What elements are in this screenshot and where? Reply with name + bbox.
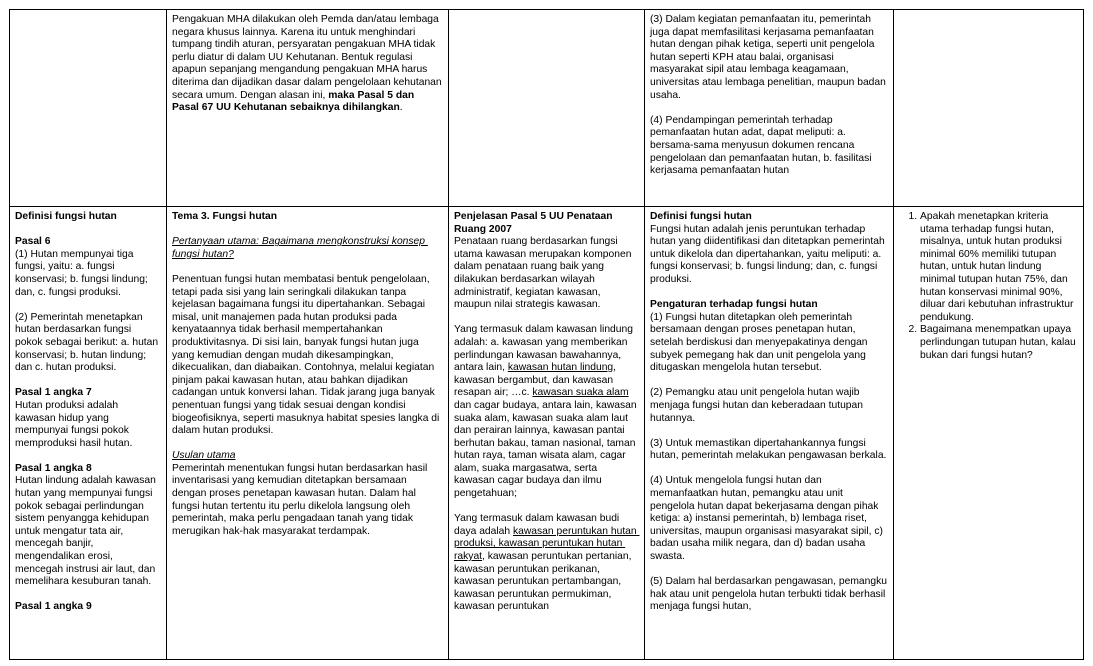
- pengaturan-p4: (4) Untuk mengelola fungsi hutan dan memanfaatkan hutan, pemangku atau unit pengelola hutan dapat bekerjasama dengan pihak ketiga: a) instansi pemerintah, b) lembaga riset, universitas, maupun organisasi masyarakat sipil, c) badan usaha milik negara, dan d) badan usaha swasta.: [650, 475, 886, 563]
- r1-c4-cell: [645, 10, 894, 207]
- fungsi-paragraph: Penentuan fungsi hutan membatasi bentuk pengelolaan, tetapi pada sisi yang lain seringkali dilakukan tanpa kejelasan bagaimana fungsi itu dipertahankan. Sebagai misal, unit manajemen pada hutan produksi pada kenyataannya tidak berhasil mempertahankan produktivitasnya. Di sisi lain, banyak fungsi hutan juga yang kemudian dengan mudah dikesampingkan, dikecualikan, dan diabaikan. Contohnya, melalui kegiatan pinjam pakai kawasan hutan, atau bahkan dijadikan cadangan untuk konversi lahan. Tidak jarang juga banyak penentuan fungsi yang tidak sesuai dengan kondisi biogeofisiknya, seperti masuknya habitat spesies langka di dalam hutan produksi.: [172, 273, 443, 437]
- kawasan-budidaya-paragraph: Yang termasuk dalam kawasan budi daya adalah kawasan peruntukan hutan produksi, kawasan peruntukan hutan rakyat, kawasan peruntukan pertanian, kawasan peruntukan perikanan, kawasan peruntukan pertambangan, kawasan peruntukan permukiman, kawasan peruntukan: [454, 513, 640, 613]
- fungsi-definition: Fungsi hutan adalah jenis peruntukan terhadap hutan yang diidentifikasi dan ditetapkan pemerintah untuk dikelola dan dipertahankan, yaitu meliputi: a. fungsi konservasi; b. fungsi lindung; dan, c. fungsi produksi.: [650, 223, 888, 285]
- pengaturan-p5: (5) Dalam hal berdasarkan pengawasan, pemangku hak atau unit pengelola hutan terbukti tidak berhasil menjaga fungsi hutan,: [650, 576, 890, 613]
- col4-heading: Definisi fungsi hutan: [650, 211, 752, 222]
- penataan-intro: Penataan ruang berdasarkan fungsi utama kawasan merupakan komponen dalam penataan ruang baik yang dilakukan berdasarkan wilayah administratif, kegiatan kawasan, maupun nilai strategis kawasan.: [454, 236, 635, 311]
- kawasan-lindung-paragraph: Yang termasuk dalam kawasan lindung adalah: a. kawasan yang memberikan perlindungan kawasan bawahannya, antara lain, kawasan hutan lindung, kawasan bergambut, dan kawasan resapan air; …c. kawasan suaka alam dan cagar budaya, antara lain, kawasan suaka alam, kawasan suaka alam laut dan perairan lainnya, kawasan pantai berhutan bakau, taman nasional, taman hutan raya, taman wisata alam, cagar alam, suaka margasatwa, serta kawasan cagar budaya dan ilmu pengetahuan;: [454, 324, 640, 500]
- pengaturan-heading: Pengaturan terhadap fungsi hutan: [650, 299, 818, 311]
- r2-c1-cell: [10, 207, 167, 660]
- r2-c5-cell: [894, 207, 1084, 660]
- table-row: [10, 207, 1084, 660]
- questions-list: [899, 211, 1078, 362]
- r1-c3-cell: [449, 10, 645, 207]
- r1-c2-cell: [167, 10, 449, 207]
- pasal18-title: Pasal 1 angka 8: [15, 462, 92, 474]
- mha-paragraph: Pengakuan MHA dilakukan oleh Pemda dan/atau lembaga negara khusus lainnya. Karena itu untuk menghindari tumpang tindih aturan, persyaratan pengakuan MHA tidak perlu diatur di dalam UU Kehutanan. Bentuk regulasi apapun sepanjang mengandung pengakuan MHA harus diterima dan dijadikan dasar dalam pengelolaan kehutanan secara umum. Dengan alasan ini, maka Pasal 5 dan Pasal 67 UU Kehutanan sebaiknya dihilangkan.: [172, 14, 445, 114]
- pemanfaatan-p3: (3) Dalam kegiatan pemanfaatan itu, pemerintah juga dapat memfasilitasi kerjasama pemanfaatan hutan dengan pihak ketiga, seperti unit pengelola hutan seperti KPH atau balai, organisasi masyarakat sipil atau lembaga keagamaan, universitas atau lembaga penelitian, maupun badan usaha.: [650, 14, 889, 101]
- pasal17-text: Hutan produksi adalah kawasan hidup yang mempunyai fungsi pokok memproduksi hasil hutan.: [15, 399, 133, 449]
- list-item: 2. Bagaimana menempatkan upaya perlindungan tutupan hutan, kalau bukan dari fungsi hutan?: [920, 324, 1078, 362]
- pengaturan-p3: (3) Untuk memastikan dipertahankannya fungsi hutan, pemerintah melakukan pengawasan berkala.: [650, 437, 887, 462]
- r2-c2-cell: [167, 207, 449, 660]
- table-row: [10, 10, 1084, 207]
- pengaturan-p2: (2) Pemangku atau unit pengelola hutan wajib menjaga fungsi hutan dan keberadaan tutupan hutannya.: [650, 387, 866, 424]
- r1-c1-cell: [10, 10, 167, 207]
- document-table: [9, 9, 1084, 660]
- list-item: 1. Apakah menetapkan kriteria utama terhadap fungsi hutan, misalnya, untuk hutan produksi minimal 60% memiliki tutupan hutan, untuk hutan lindung minimal tutupan hutan 75%, dan hutan konservasi minimal 90%, diluar dari kebutuhan infrastruktur pendukung.: [920, 211, 1078, 324]
- pengaturan-p1: (1) Fungsi hutan ditetapkan oleh pemerintah bersamaan dengan proses penetapan hutan, setelah berdiskusi dan menyepakatinya dengan subyek pemegang hak dan unit pengelola yang ditugaskan mengelola hutan tersebut.: [650, 311, 871, 374]
- r2-c3-cell: [449, 207, 645, 660]
- r1-c5-cell: [894, 10, 1084, 207]
- proposal-label: Usulan utama: [172, 450, 236, 462]
- col3-heading: Penjelasan Pasal 5 UU Penataan Ruang 2007: [454, 211, 616, 235]
- main-question: Pertanyaan utama: Bagaimana mengkonstruksi konsep fungsi hutan?: [172, 236, 428, 260]
- proposal-text: Pemerintah menentukan fungsi hutan berdasarkan hasil inventarisasi yang kemudian ditetapkan bersamaan dengan proses penetapan kawasan hutan. Dalam hal fungsi hutan tertentu itu perlu dikelola langsung oleh pemerintah, maka perlu pengadaan tanah yang tidak merugikan hak-hak masyarakat terdampak.: [172, 462, 431, 537]
- mha-conclusion: maka Pasal 5 dan Pasal 67 UU Kehutanan sebaiknya dihilangkan: [172, 89, 417, 114]
- pemanfaatan-p4: (4) Pendampingan pemerintah terhadap pemanfaatan hutan adat, dapat meliputi: a. bersama-sama menyusun dokumen rencana pengelolaan dan pemanfaatan hutan, b. fasilitasi kerjasama pemanfaatan hutan: [650, 114, 875, 177]
- col2-heading: Tema 3. Fungsi hutan: [172, 211, 278, 222]
- pasal6-title: Pasal 6: [15, 236, 51, 248]
- r2-c4-cell: [645, 207, 894, 660]
- col1-heading: Definisi fungsi hutan: [15, 211, 117, 222]
- pasal6-p1: (1) Hutan mempunyai tiga fungsi, yaitu: a. fungsi konservasi; b. fungsi lindung; dan, c. fungsi produksi.: [15, 248, 151, 298]
- pasal19-title: Pasal 1 angka 9: [15, 601, 92, 613]
- pasal18-text: Hutan lindung adalah kawasan hutan yang mempunyai fungsi pokok sebagai perlindungan sistem penyangga kehidupan untuk mengatur tata air, mencegah banjir, mengendalikan erosi, mencegah instrusi air laut, dan memelihara kesuburan tanah.: [15, 475, 159, 588]
- pasal17-title: Pasal 1 angka 7: [15, 387, 92, 399]
- pasal6-p2: (2) Pemerintah menetapkan hutan berdasarkan fungsi pokok sebagai berikut: a. hutan konservasi; b. hutan lindung; dan c. hutan produksi.: [15, 311, 161, 374]
